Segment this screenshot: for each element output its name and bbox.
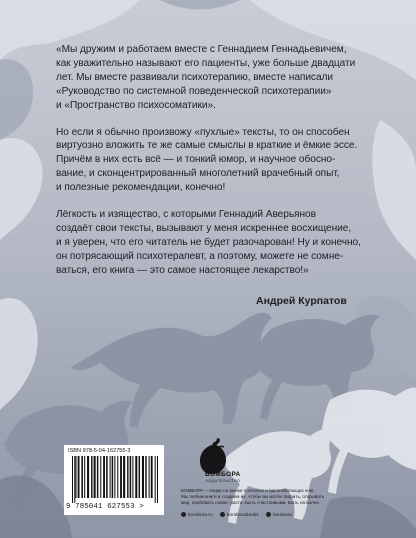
blurb-paragraph-1 xyxy=(56,43,372,113)
social-item-site[interactable] xyxy=(181,513,213,518)
barcode-bar xyxy=(135,456,137,498)
isbn-label: ISBN 978-5-04-162755-3 xyxy=(68,448,131,454)
barcode-bar xyxy=(114,456,115,498)
barcode-bar xyxy=(117,456,118,498)
barcode-bar xyxy=(149,456,150,498)
vk-icon xyxy=(220,512,225,517)
barcode-bar xyxy=(87,456,89,498)
publisher-name: БОМБОРА xyxy=(205,471,241,478)
publisher-description-line: Мы любим книги и создаем их, чтобы вы могли творить, открывать xyxy=(181,494,325,499)
blurb-line: вание, и сконцентрированный многолетний врачебный опыт, xyxy=(56,168,340,180)
globe-icon xyxy=(181,512,186,517)
telegram-icon xyxy=(266,512,271,517)
blurb-line: лет. Мы вместе развивали психотерапию, вместе написали xyxy=(56,71,333,83)
social-item-telegram[interactable] xyxy=(266,513,292,518)
blurb-line: и я уверен, что его читатель не будет разочарован! Ну и конечно, xyxy=(56,236,361,248)
barcode-bar xyxy=(84,456,85,498)
publisher-description-line: мир, пробовать новое, расти. Быть счастливыми. Быть на волне. xyxy=(181,500,321,505)
barcode-bar xyxy=(139,456,140,498)
publisher-description-line: БОМБОРА – лидер на рынке полезных и вдохновляющих книг. xyxy=(181,488,315,493)
blurb-line: и полезные рекомендации, конечно! xyxy=(56,182,226,194)
isbn-barcode xyxy=(64,445,164,515)
blurb-line: виртуозно вложить те же самые смыслы в краткие и ёмкие эссе. xyxy=(56,140,358,152)
barcode-bar xyxy=(145,456,146,498)
social-vk-label: bomborabooks xyxy=(226,513,259,518)
barcode-bar xyxy=(94,456,96,498)
barcode-bar xyxy=(91,456,92,498)
social-site-label: bombora.ru xyxy=(188,513,213,518)
blurb-line: «Руководство по системной поведенческой психотерапии» xyxy=(56,85,332,97)
blurb-text xyxy=(56,43,372,291)
social-item-vk[interactable] xyxy=(220,513,259,518)
barcode-bar xyxy=(132,456,133,498)
barcode-bar xyxy=(72,456,73,503)
blurb-line: Но если я обычно произвожу «пухлые» тексты, то он способен xyxy=(56,126,350,138)
barcode-bar xyxy=(127,456,128,498)
barcode-bar xyxy=(78,456,80,498)
barcode-bar xyxy=(75,456,76,498)
barcode-bar xyxy=(74,456,75,503)
blurb-line: Причём в них есть всё — и тонкий юмор, и научное обосно- xyxy=(56,154,336,166)
blurb-line: создаёт свои тексты, вызывают у меня искреннее восхищение, xyxy=(56,222,352,234)
barcode-bar xyxy=(123,456,125,498)
blurb-paragraph-2 xyxy=(56,126,372,196)
blurb-line: «Мы дружим и работаем вместе с Геннадием Геннадьевичем, xyxy=(56,44,347,55)
publisher-social-links xyxy=(181,512,298,518)
blurb-line: как уважительно называют его пациенты, уже больше двадцати xyxy=(56,57,356,69)
barcode-bar xyxy=(155,456,156,503)
blurb-line: он потрясающий психотерапевт, а поэтому, можете не сомне- xyxy=(56,250,344,262)
barcode-bar xyxy=(130,456,132,498)
barcode-bar xyxy=(142,456,144,498)
barcode-bar xyxy=(120,456,122,498)
blurb-line: Лёгкость и изящество, с которыми Геннадий Аверьянов xyxy=(56,209,316,221)
barcode-number: 9 785041 627553 > xyxy=(66,503,144,511)
blurb-line: ваться, его книга — это самое настоящее лекарство!» xyxy=(56,264,309,276)
publisher-description xyxy=(181,488,351,506)
barcode-bar xyxy=(97,456,98,498)
barcode-bar xyxy=(81,456,83,498)
barcode-bar xyxy=(103,456,105,498)
barcode-bar xyxy=(112,456,114,498)
blurb-paragraph-3 xyxy=(56,208,372,278)
barcode-bar xyxy=(100,456,101,498)
blurb-author: Андрей Курпатов xyxy=(256,295,347,307)
barcode-bar xyxy=(151,456,153,498)
barcode-bars xyxy=(72,456,158,503)
barcode-bar xyxy=(157,456,158,503)
publisher-subtitle: ИЗДАТЕЛЬСТВО xyxy=(206,479,241,483)
social-telegram-label: bombora xyxy=(272,513,292,518)
blurb-line: и «Пространство психосоматики». xyxy=(56,99,216,111)
barcode-bar xyxy=(106,456,108,498)
barcode-bar xyxy=(110,456,111,498)
